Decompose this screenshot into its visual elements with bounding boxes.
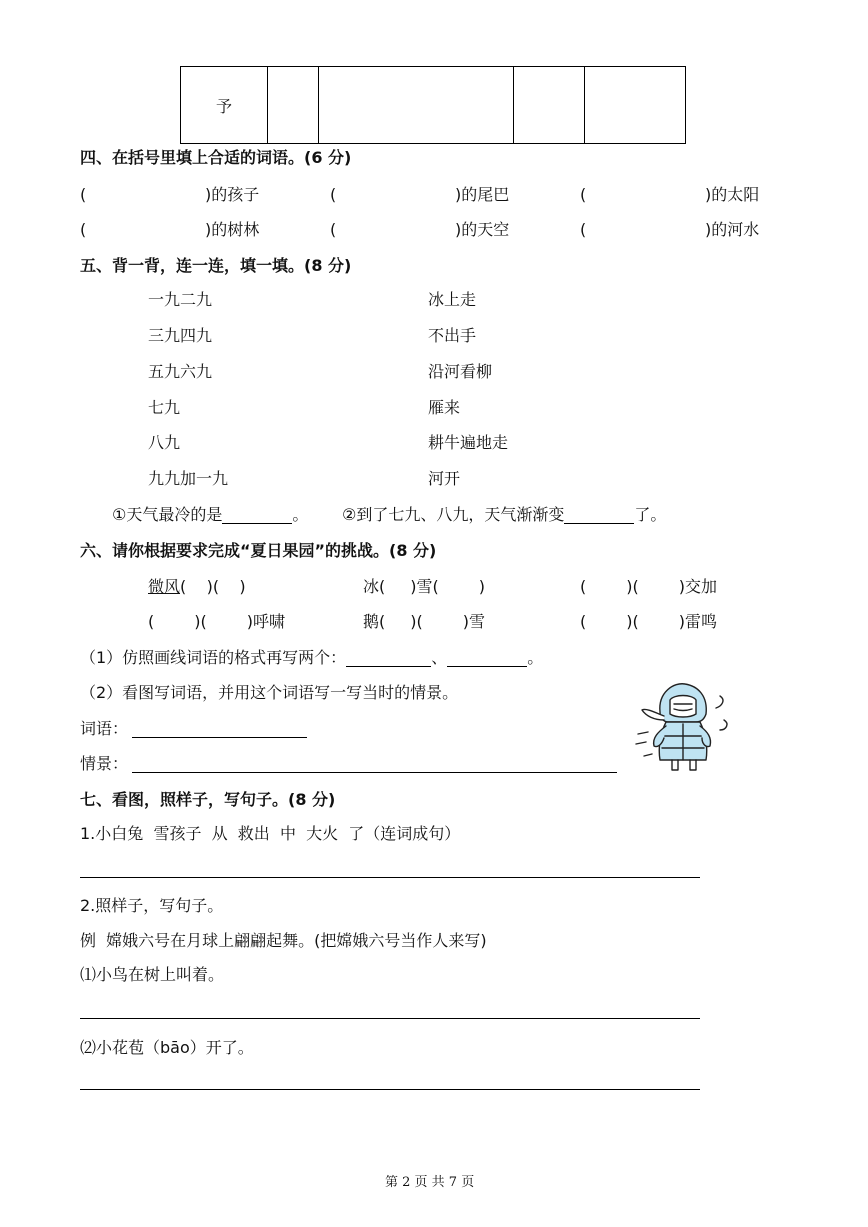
fill-open: ( [580,220,587,239]
nine-left: 八九 [148,433,181,452]
answer-blank[interactable] [222,507,292,524]
section7-question-2: 2.照样子，写句子。 [80,896,224,915]
table-cell [319,67,514,144]
answer-blank[interactable] [564,507,634,524]
fill-open: ( [80,185,87,204]
idiom-item: 冰( )雪( ) [363,577,485,596]
fill-close: )的树林 [205,220,260,239]
idiom-item: ( )( )交加 [580,577,717,596]
answer-blank[interactable] [346,650,431,667]
fill-open: ( [330,185,337,204]
section7-heading: 七、看图，照样子，写句子。(8 分) [80,790,336,809]
fill-close: )的天空 [455,220,510,239]
answer-line[interactable] [80,1089,700,1090]
nine-left: 三九四九 [148,326,213,345]
nine-right: 雁来 [428,398,461,417]
nine-left: 七九 [148,398,181,417]
table-cell-char: 予 [181,67,268,144]
nine-right: 沿河看柳 [428,362,493,381]
child-in-winter-coat-icon [630,676,740,776]
nine-right: 河开 [428,469,461,488]
fill-close: )的尾巴 [455,185,510,204]
section4-heading: 四、在括号里填上合适的词语。(6 分) [80,148,352,167]
example-sentence: 例 嫦娥六号在月球上翩翩起舞。(把嫦娥六号当作人来写) [80,931,487,950]
nine-right: 冰上走 [428,290,477,309]
page-number: 第 2 页 共 7 页 [385,1175,475,1190]
idiom-item: 鹅( )( )雪 [363,612,485,631]
table-cell [514,67,585,144]
ciyu-answer-line[interactable] [132,737,307,738]
section5-question-2: ②到了七九、八九，天气渐渐变 了。 [342,505,667,524]
idiom-item: ( )( )呼啸 [148,612,285,631]
sub-question-2: ⑵小花苞（bāo）开了。 [80,1038,254,1057]
nine-right: 不出手 [428,326,477,345]
section5-question-1: ①天气最冷的是 。 [112,505,309,524]
answer-line[interactable] [80,1018,700,1019]
qingjing-answer-line[interactable] [132,772,617,773]
fill-open: ( [580,185,587,204]
character-table [180,66,686,144]
table-cell [585,67,686,144]
fill-close: )的孩子 [205,185,260,204]
section7-question-1: 1.小白兔 雪孩子 从 救出 中 大火 了（连词成句） [80,824,461,843]
nine-left: 九九加一九 [148,469,229,488]
fill-open: ( [330,220,337,239]
idiom-item: 微风( )( ) [148,577,246,596]
table-cell [268,67,319,144]
section6-heading: 六、请你根据要求完成“夏日果园”的挑战。(8 分) [80,541,437,560]
section6-question-1: （1）仿照画线词语的格式再写两个： 、 。 [80,648,544,667]
ciyu-label: 词语： [80,719,129,738]
nine-left: 五九六九 [148,362,213,381]
sub-question-1: ⑴小鸟在树上叫着。 [80,965,225,984]
underlined-word: 微风 [148,577,181,596]
nine-left: 一九二九 [148,290,213,309]
section5-heading: 五、背一背，连一连，填一填。(8 分) [80,256,352,275]
fill-close: )的太阳 [705,185,760,204]
answer-line[interactable] [80,877,700,878]
section6-question-2: （2）看图写词语，并用这个词语写一写当时的情景。 [80,683,459,702]
qingjing-label: 情景： [80,754,129,773]
answer-blank[interactable] [447,650,527,667]
fill-close: )的河水 [705,220,760,239]
idiom-item: ( )( )雷鸣 [580,612,717,631]
nine-right: 耕牛遍地走 [428,433,509,452]
fill-open: ( [80,220,87,239]
